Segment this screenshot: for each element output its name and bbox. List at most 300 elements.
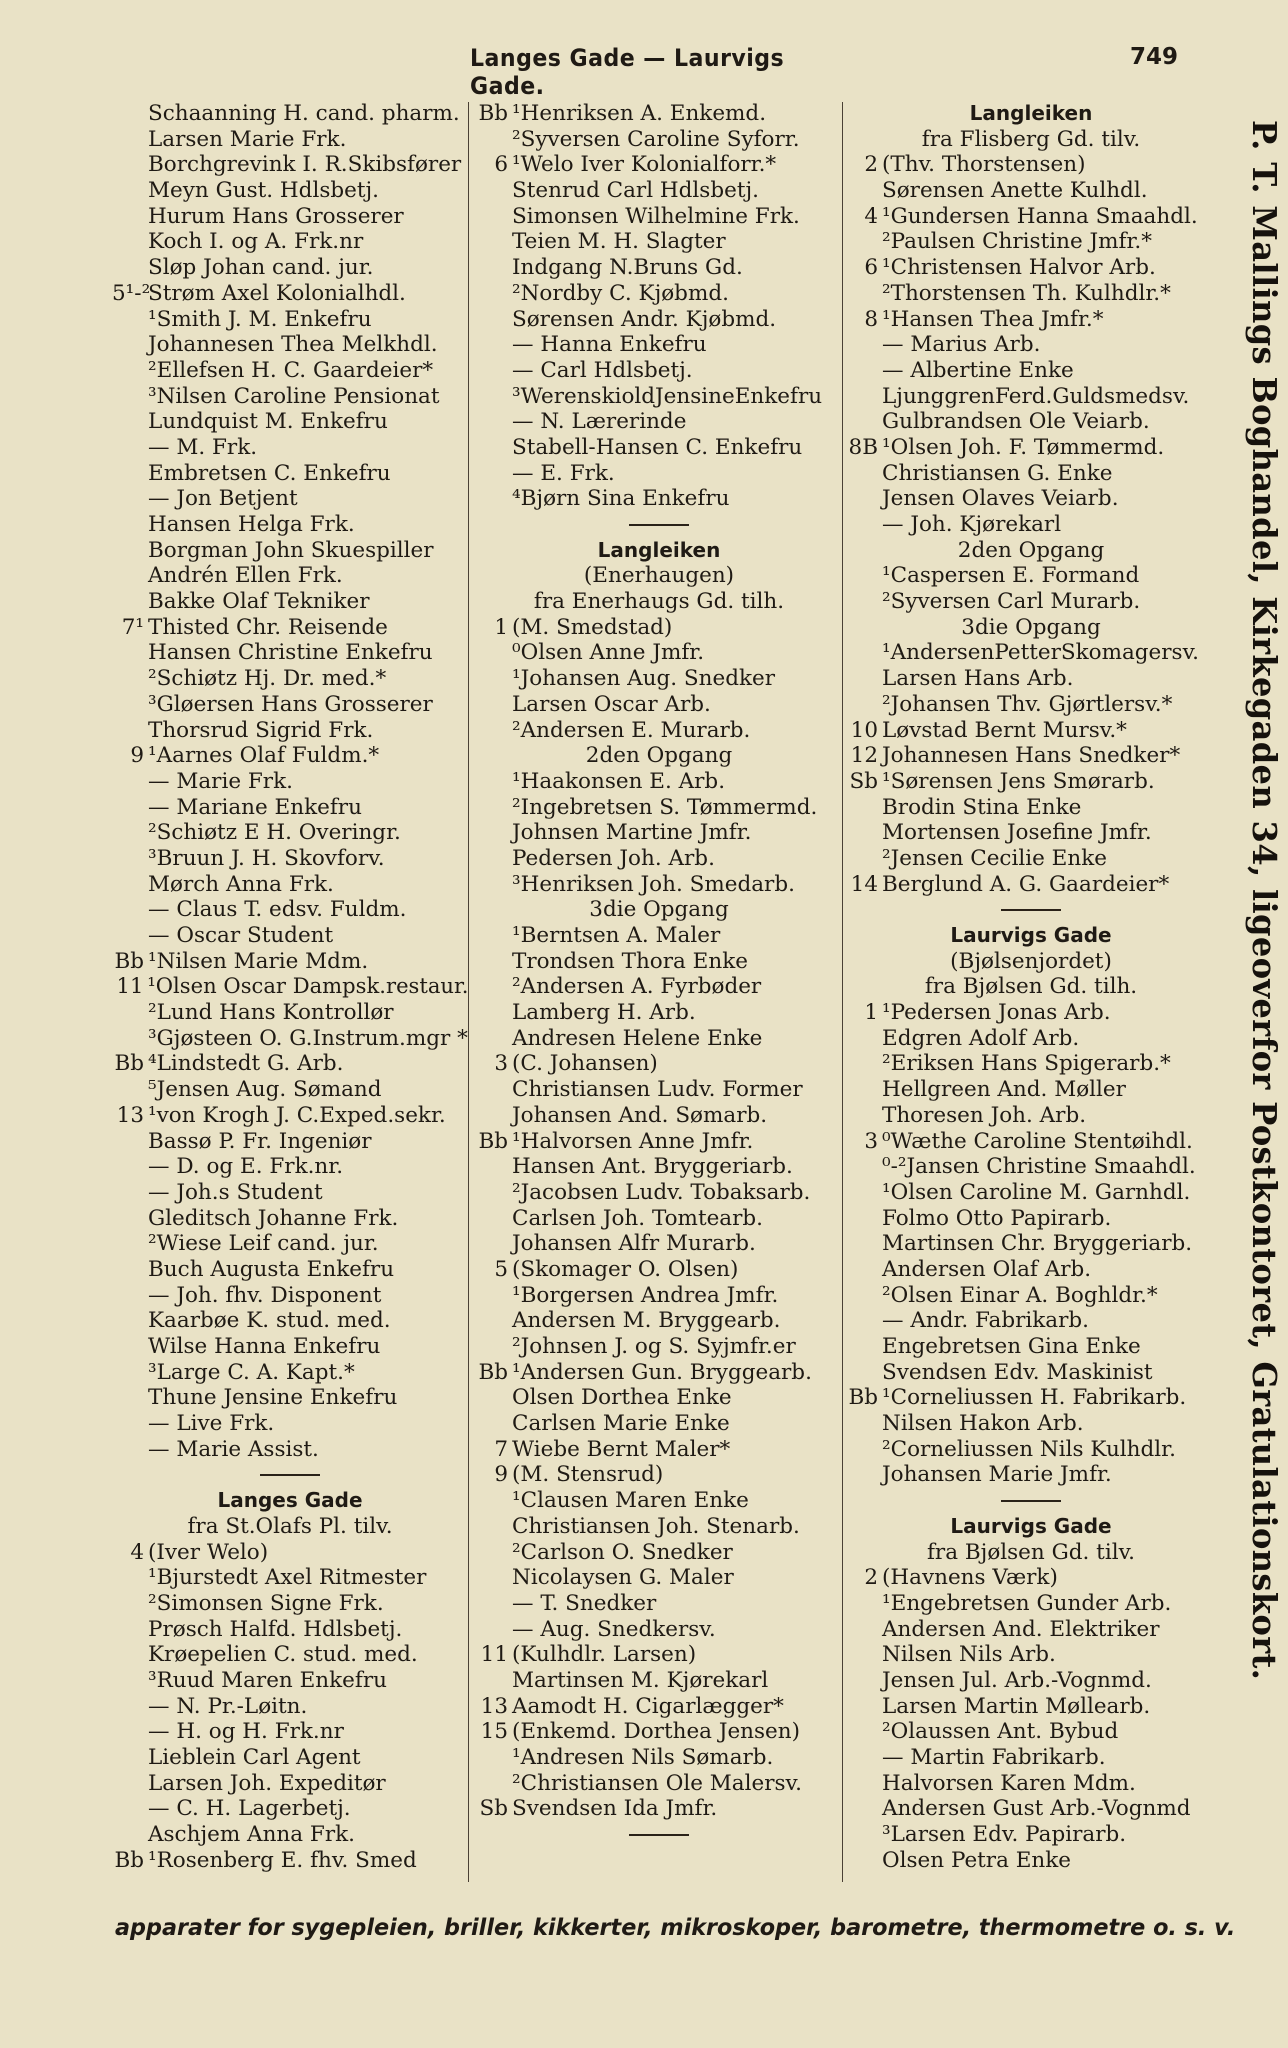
directory-entry (846, 486, 1216, 512)
street-heading: Langleiken (597, 537, 721, 562)
resident-name: Jensen Olaves Veiarb. (882, 486, 1119, 512)
directory-entry (112, 949, 468, 975)
directory-entry (476, 152, 842, 178)
directory-entry (112, 1129, 468, 1155)
directory-entry (846, 1334, 1216, 1360)
resident-name: Aschjem Anna Frk. (148, 1822, 355, 1848)
resident-name: (Thv. Thorstensen) (882, 152, 1086, 178)
directory-entry (112, 923, 468, 949)
resident-name: ²Jensen Cecilie Enke (882, 845, 1107, 871)
resident-name: ¹Smith J. M. Enkefru (148, 306, 372, 332)
directory-entry (846, 332, 1216, 358)
resident-name: ¹Andersen Gun. Bryggearb. (512, 1359, 812, 1385)
resident-name: Buch Augusta Enkefru (148, 1256, 395, 1282)
house-number: 2 (864, 1565, 878, 1591)
resident-name: Jensen Jul. Arb.-Vognmd. (882, 1667, 1152, 1693)
directory-entry (112, 332, 468, 358)
directory-entry (846, 1206, 1216, 1232)
directory-entry (112, 1437, 468, 1463)
resident-name: ³Ruud Maren Enkefru (148, 1667, 387, 1693)
directory-entry (476, 872, 842, 898)
resident-name: ²Schiøtz Hj. Dr. med.* (148, 666, 387, 692)
resident-name: — Marie Assist. (148, 1436, 319, 1462)
directory-entry (476, 1283, 842, 1309)
directory-entry (112, 1051, 468, 1077)
directory-entry (476, 1719, 842, 1745)
resident-name: Halvorsen Karen Mdm. (882, 1770, 1136, 1796)
directory-entry (112, 1154, 468, 1180)
house-number: 3 (864, 1128, 878, 1154)
directory-entry (846, 1822, 1216, 1848)
directory-entry (112, 1103, 468, 1129)
directory-entry (112, 255, 468, 281)
resident-name: ¹Sørensen Jens Smørarb. (882, 768, 1155, 794)
directory-entry (846, 461, 1216, 487)
house-number: 7¹ (121, 614, 144, 640)
resident-name: Mortensen Josefine Jmfr. (882, 820, 1152, 846)
resident-name: Prøsch Halfd. Hdlsbetj. (148, 1616, 403, 1642)
section-divider (476, 1822, 842, 1848)
directory-entry (476, 1154, 842, 1180)
resident-name: — N. Pr.-Løitn. (148, 1693, 308, 1719)
directory-entry (846, 589, 1216, 615)
resident-name: ¹Rosenberg E. fhv. Smed (148, 1847, 417, 1873)
street-subheading: fra St.Olafs Pl. tilv. (187, 1513, 393, 1539)
resident-name: Sløp Johan cand. jur. (148, 255, 374, 281)
resident-name: (Kulhdlr. Larsen) (512, 1642, 697, 1668)
directory-entry (846, 178, 1216, 204)
directory-entry (846, 229, 1216, 255)
directory-entry (112, 795, 468, 821)
house-number: 4 (864, 203, 878, 229)
divider-rule (260, 1474, 320, 1476)
directory-entry (112, 1026, 468, 1052)
resident-name: ¹von Krogh J. C.Exped.sekr. (148, 1102, 446, 1128)
resident-name: ²Schiøtz E H. Overingr. (148, 820, 401, 846)
directory-entry (112, 409, 468, 435)
directory-entry (476, 1668, 842, 1694)
resident-name: Christiansen G. Enke (882, 460, 1113, 486)
resident-name: ⁴Bjørn Sina Enkefru (512, 486, 730, 512)
resident-name: Koch I. og A. Frk.nr (148, 229, 364, 255)
resident-name: ²Christiansen Ole Malersv. (512, 1770, 802, 1796)
directory-entry (112, 897, 468, 923)
directory-entry (476, 923, 842, 949)
column-divider (842, 102, 843, 1882)
directory-entry (476, 1385, 842, 1411)
directory-entry (846, 512, 1216, 538)
resident-name: — Hanna Enkefru (512, 332, 707, 358)
footer-advertisement: apparater for sygepleien, briller, kikkerter, mikroskoper, barometre, thermometre o. s. v. (115, 1915, 1236, 1941)
resident-name: Larsen Oscar Arb. (512, 691, 711, 717)
directory-entry (476, 1103, 842, 1129)
directory-entry (846, 307, 1216, 333)
directory-entry (112, 692, 468, 718)
house-number: 12 (850, 743, 878, 769)
divider-rule (1001, 909, 1061, 911)
house-number: 11 (480, 1642, 508, 1668)
house-number: 15 (480, 1719, 508, 1745)
directory-entry (112, 1745, 468, 1771)
directory-entry (846, 1411, 1216, 1437)
directory-entry (112, 769, 468, 795)
directory-entry (846, 1642, 1216, 1668)
resident-name: Wiebe Bernt Maler* (512, 1436, 731, 1462)
house-number: Bb (114, 1847, 144, 1873)
directory-entry (112, 229, 468, 255)
directory-column-3 (846, 101, 1216, 1881)
directory-entry (112, 435, 468, 461)
resident-name: ²Wiese Leif cand. jur. (148, 1231, 379, 1257)
directory-entry (112, 1334, 468, 1360)
street-heading: Langleiken (969, 101, 1093, 125)
resident-name: Krøepelien C. stud. med. (148, 1642, 418, 1668)
sidebar-advertisement-text: P. T. Mallings Boghandel, Kirkegaden 34, ligeoverfor Postkontoret, Gratulationskort. (1245, 120, 1284, 1681)
resident-name: ²Syversen Carl Murarb. (882, 589, 1141, 615)
resident-name: — Joh.s Student (148, 1179, 323, 1205)
directory-entry (476, 974, 842, 1000)
directory-entry (476, 204, 842, 230)
resident-name: Lundquist M. Enkefru (148, 409, 388, 435)
resident-name: Folmo Otto Papirarb. (882, 1205, 1112, 1231)
directory-entry (112, 563, 468, 589)
resident-name: Embretsen C. Enkefru (148, 460, 391, 486)
house-number: 5¹-² (112, 280, 151, 306)
resident-name: — Joh. fhv. Disponent (148, 1282, 382, 1308)
directory-entry (846, 1077, 1216, 1103)
resident-name: ¹AndersenPetterSkomagersv. (882, 640, 1199, 666)
resident-name: Larsen Martin Møllearb. (882, 1693, 1151, 1719)
resident-name: Strøm Axel Kolonialhdl. (148, 280, 406, 306)
resident-name: Borgman John Skuespiller (148, 537, 434, 563)
section-divider (476, 512, 842, 538)
resident-name: ⁴Lindstedt G. Arb. (148, 1051, 344, 1077)
resident-name: Olsen Dorthea Enke (512, 1385, 732, 1411)
page-header-title: Langes Gade — Laurvigs Gade. (470, 44, 785, 100)
resident-name: — C. H. Lagerbetj. (148, 1796, 351, 1822)
resident-name: — T. Snedker (512, 1590, 657, 1616)
directory-entry (112, 820, 468, 846)
resident-name: Thoresen Joh. Arb. (882, 1102, 1087, 1128)
resident-name: — H. og H. Frk.nr (148, 1719, 344, 1745)
directory-entry (846, 1694, 1216, 1720)
resident-name: Thorsrud Sigrid Frk. (148, 717, 374, 743)
resident-name: Andersen Gust Arb.-Vognmd (882, 1796, 1191, 1822)
sidebar-advertisement (1246, 120, 1286, 1680)
directory-entry (846, 1180, 1216, 1206)
directory-entry (846, 1051, 1216, 1077)
resident-name: ¹Engebretsen Gunder Arb. (882, 1590, 1172, 1616)
directory-entry (112, 512, 468, 538)
resident-name: ⁰-²Jansen Christine Smaahdl. (882, 1154, 1196, 1180)
directory-entry (112, 1848, 468, 1874)
resident-name: ¹Clausen Maren Enke (512, 1488, 749, 1514)
directory-entry (476, 640, 842, 666)
directory-entry (846, 1462, 1216, 1488)
resident-name: Christiansen Ludv. Former (512, 1077, 803, 1103)
resident-name: Hansen Helga Frk. (148, 512, 355, 537)
directory-entry (846, 1231, 1216, 1257)
directory-entry (112, 538, 468, 564)
street-subheading: (Enerhaugen) (583, 563, 735, 589)
resident-name: ²Olsen Einar A. Boghldr.* (882, 1282, 1158, 1308)
resident-name: Hurum Hans Grosserer (148, 203, 404, 229)
resident-name: Indgang N.Bruns Gd. (512, 255, 743, 281)
directory-entry (112, 358, 468, 384)
resident-name: Andersen M. Bryggearb. (512, 1308, 781, 1334)
directory-entry (476, 1026, 842, 1052)
directory-entry (476, 1745, 842, 1771)
resident-name: ¹Corneliussen H. Fabrikarb. (882, 1385, 1187, 1411)
house-number: 3 (494, 1051, 508, 1077)
house-number: Bb (478, 1359, 508, 1385)
directory-entry (846, 1848, 1216, 1874)
resident-name: — Martin Fabrikarb. (882, 1745, 1106, 1770)
house-number: Sb (849, 768, 878, 794)
resident-name: Gleditsch Johanne Frk. (148, 1205, 399, 1231)
directory-entry (476, 1360, 842, 1386)
resident-name: — Joh. Kjørekarl (882, 512, 1062, 537)
directory-entry (846, 1283, 1216, 1309)
house-number: Bb (114, 948, 144, 974)
directory-entry (846, 820, 1216, 846)
resident-name: Løvstad Bernt Mursv.* (882, 717, 1127, 743)
street-subheading: fra Flisberg Gd. tilv. (921, 126, 1141, 152)
directory-entry (112, 1796, 468, 1822)
directory-entry (476, 1796, 842, 1822)
directory-entry (476, 229, 842, 255)
directory-entry (112, 152, 468, 178)
resident-name: Christiansen Joh. Stenarb. (512, 1513, 800, 1539)
street-subheading: 2den Opgang (957, 537, 1105, 563)
resident-name: — Claus T. edsv. Fuldm. (148, 897, 407, 923)
street-heading: Laurvigs Gade (950, 923, 1112, 947)
directory-entry (112, 1565, 468, 1591)
resident-name: Trondsen Thora Enke (512, 948, 748, 974)
directory-entry (112, 1206, 468, 1232)
resident-name: ⁰Olsen Anne Jmfr. (512, 640, 705, 666)
resident-name: ²Carlson O. Snedker (512, 1539, 733, 1565)
directory-entry (112, 1694, 468, 1720)
resident-name: Wilse Hanna Enkefru (148, 1334, 381, 1359)
directory-entry (476, 332, 842, 358)
house-number: 9 (494, 1462, 508, 1488)
directory-entry (112, 974, 469, 1000)
directory-entry (476, 949, 842, 975)
resident-name: ¹Pedersen Jonas Arb. (882, 1000, 1111, 1026)
directory-entry (476, 1642, 842, 1668)
directory-entry (476, 409, 842, 435)
resident-name: — Marie Frk. (148, 768, 293, 794)
resident-name: ²Syversen Caroline Syforr. (512, 126, 800, 152)
resident-name: ²Olaussen Ant. Bybud (882, 1719, 1119, 1745)
directory-entry (846, 640, 1216, 666)
resident-name: Kaarbøe K. stud. med. (148, 1308, 391, 1334)
resident-name: ²Jacobsen Ludv. Tobaksarb. (512, 1179, 811, 1205)
resident-name: Mørch Anna Frk. (148, 871, 334, 897)
resident-name: ¹Olsen Oscar Dampsk.restaur. (147, 974, 469, 1000)
directory-entry (112, 1231, 468, 1257)
resident-name: ¹Olsen Caroline M. Garnhdl. (882, 1179, 1191, 1205)
resident-name: Brodin Stina Enke (882, 794, 1082, 820)
directory-entry (112, 204, 468, 230)
street-heading: Laurvigs Gade (950, 1513, 1112, 1538)
resident-name: Larsen Hans Arb. (882, 666, 1074, 692)
directory-entry (846, 1719, 1216, 1745)
resident-name: ²Eriksen Hans Spigerarb.* (882, 1051, 1171, 1077)
directory-entry (112, 1668, 468, 1694)
resident-name: ²Paulsen Christine Jmfr.* (882, 229, 1152, 255)
directory-entry (846, 769, 1216, 795)
directory-entry (476, 486, 842, 512)
directory-entry (476, 1308, 842, 1334)
resident-name: ¹Andresen Nils Sømarb. (512, 1745, 774, 1770)
section-divider (846, 897, 1216, 923)
resident-name: ¹Caspersen E. Formand (882, 563, 1140, 589)
house-number: 13 (480, 1693, 508, 1719)
directory-entry (476, 101, 842, 127)
house-number: Bb (478, 101, 508, 126)
house-number: 6 (864, 255, 878, 281)
directory-entry (112, 307, 468, 333)
resident-name: Berglund A. G. Gaardeier* (882, 871, 1170, 897)
resident-name: — Albertine Enke (882, 357, 1074, 383)
house-number: 1 (864, 1000, 878, 1026)
resident-name: ¹Bjurstedt Axel Ritmester (148, 1565, 427, 1591)
directory-entry (846, 152, 1216, 178)
resident-name: ³Bruun J. H. Skovforv. (148, 845, 385, 871)
directory-entry (112, 1077, 468, 1103)
resident-name: Teien M. H. Slagter (512, 229, 726, 255)
house-number: 6 (494, 152, 508, 178)
directory-entry (476, 1231, 842, 1257)
directory-entry (112, 1771, 468, 1797)
resident-name: Johannesen Hans Snedker* (882, 743, 1181, 769)
directory-entry (476, 1617, 842, 1643)
directory-entry (476, 1000, 842, 1026)
directory-entry (846, 1796, 1216, 1822)
resident-name: ¹Henriksen A. Enkemd. (512, 101, 767, 126)
directory-entry (846, 743, 1216, 769)
house-number: 8B (848, 434, 878, 460)
directory-entry (476, 692, 842, 718)
resident-name: Schaanning H. cand. pharm. (148, 101, 460, 126)
resident-name: (Skomager O. Olsen) (512, 1256, 739, 1282)
house-number: 4 (130, 1539, 144, 1565)
directory-entry (476, 1437, 842, 1463)
resident-name: Lieblein Carl Agent (148, 1745, 361, 1770)
page-number: 749 (1130, 44, 1179, 70)
resident-name: ³Large C. A. Kapt.* (148, 1359, 355, 1385)
house-number: 9 (130, 743, 144, 769)
directory-entry (476, 1514, 842, 1540)
directory-entry (846, 1565, 1216, 1591)
resident-name: Thisted Chr. Reisende (148, 614, 388, 640)
street-subheading: fra Enerhaugs Gd. tilh. (533, 589, 785, 615)
resident-name: — Mariane Enkefru (148, 794, 362, 820)
resident-name: ¹Christensen Halvor Arb. (882, 255, 1156, 281)
directory-entry (846, 358, 1216, 384)
resident-name: ¹Olsen Joh. F. Tømmermd. (882, 434, 1165, 460)
directory-entry (476, 1129, 842, 1155)
resident-name: (Enkemd. Dorthea Jensen) (512, 1719, 801, 1745)
directory-entry (476, 1591, 842, 1617)
directory-entry (112, 1283, 468, 1309)
resident-name: ³WerenskioldJensineEnkefru (512, 383, 823, 409)
resident-name: ¹Aarnes Olaf Fuldm.* (148, 743, 380, 769)
directory-entry (112, 1822, 468, 1848)
resident-name: Thune Jensine Enkefru (148, 1385, 398, 1411)
directory-entry (846, 1771, 1216, 1797)
directory-entry (112, 461, 468, 487)
street-heading: Langes Gade (217, 1488, 363, 1513)
resident-name: Aamodt H. Cigarlægger* (512, 1693, 784, 1719)
directory-entry (112, 101, 468, 127)
resident-name: Johannesen Thea Melkhdl. (148, 332, 438, 358)
resident-name: — Marius Arb. (882, 332, 1041, 358)
directory-column-1 (112, 101, 468, 1881)
resident-name: Hansen Ant. Bryggeriarb. (512, 1154, 793, 1180)
resident-name: Nilsen Hakon Arb. (882, 1411, 1084, 1437)
directory-entry (112, 1591, 468, 1617)
resident-name: (Havnens Værk) (882, 1565, 1058, 1591)
resident-name: ³Gjøsteen O. G.Instrum.mgr * (148, 1025, 468, 1051)
directory-entry (112, 486, 468, 512)
section-divider (112, 1462, 468, 1488)
directory-entry (476, 820, 842, 846)
resident-name: ²Ingebretsen S. Tømmermd. (512, 794, 818, 820)
resident-name: Borchgrevink I. R.Skibsfører (148, 152, 462, 178)
directory-entry (846, 435, 1216, 461)
directory-entry (846, 281, 1216, 307)
resident-name: Olsen Petra Enke (882, 1847, 1072, 1873)
resident-name: Nicolaysen G. Maler (512, 1565, 734, 1591)
resident-name: — Andr. Fabrikarb. (882, 1308, 1089, 1334)
house-number: 2 (864, 152, 878, 178)
directory-entry (476, 1462, 842, 1488)
street-subheading: fra Bjølsen Gd. tilh. (924, 974, 1138, 1000)
directory-entry (476, 1771, 842, 1797)
resident-name: Martinsen Chr. Bryggeriarb. (882, 1231, 1193, 1257)
street-subheading: 2den Opgang (585, 743, 733, 769)
directory-entry (112, 1719, 468, 1745)
resident-name: Larsen Joh. Expeditør (148, 1770, 386, 1796)
directory-entry (846, 1257, 1216, 1283)
resident-name: — M. Frk. (148, 434, 258, 460)
resident-name: ¹Halvorsen Anne Jmfr. (512, 1128, 754, 1154)
section-divider (846, 1488, 1216, 1514)
resident-name: ³Nilsen Caroline Pensionat (148, 383, 440, 409)
directory-entry (476, 358, 842, 384)
resident-name: Hansen Christine Enkefru (148, 640, 433, 666)
house-number: 1 (494, 614, 508, 640)
resident-name: Hellgreen And. Møller (882, 1077, 1126, 1103)
resident-name: — N. Lærerinde (512, 409, 687, 435)
directory-entry (476, 255, 842, 281)
resident-name: — Live Frk. (148, 1411, 275, 1437)
resident-name: — Aug. Snedkersv. (512, 1616, 716, 1642)
directory-entry (846, 1129, 1216, 1155)
directory-entry (846, 1437, 1216, 1463)
street-subheading: fra Bjølsen Gd. tilv. (926, 1539, 1136, 1565)
resident-name: Johansen Marie Jmfr. (882, 1462, 1112, 1488)
directory-entry (846, 1745, 1216, 1771)
resident-name: Lamberg H. Arb. (512, 1000, 696, 1026)
directory-entry (476, 615, 842, 641)
house-number: 8 (864, 306, 878, 332)
directory-entry (476, 1334, 842, 1360)
directory-entry (112, 1642, 468, 1668)
